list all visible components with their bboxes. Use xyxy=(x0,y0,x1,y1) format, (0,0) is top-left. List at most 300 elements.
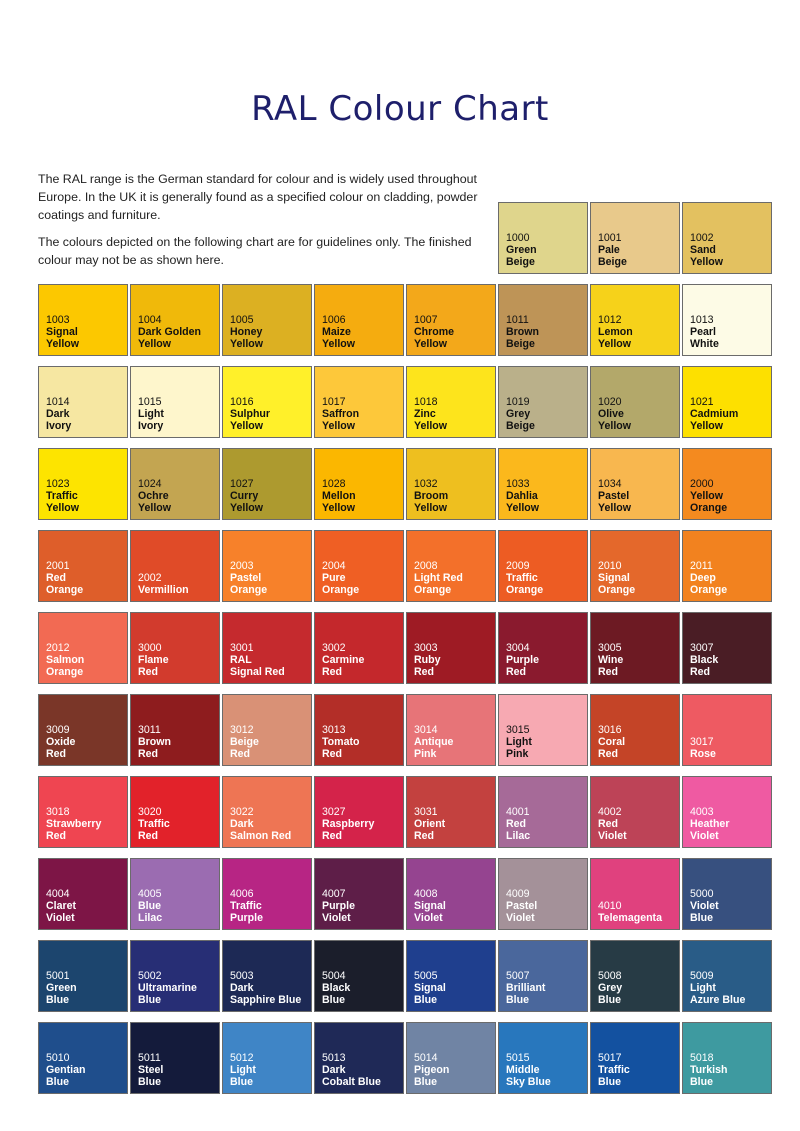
swatch-code: 5004 xyxy=(322,970,346,982)
swatch-colour-name: Traffic Yellow xyxy=(46,490,79,514)
colour-swatch-5011 xyxy=(130,1022,220,1094)
swatch-label xyxy=(138,314,201,350)
swatch-colour-name: Traffic Orange xyxy=(506,572,544,596)
swatch-colour-name: Brown Beige xyxy=(506,326,539,350)
colour-swatch-5001 xyxy=(38,940,128,1012)
swatch-label xyxy=(506,396,535,432)
swatch-label xyxy=(322,396,359,432)
swatch-code: 2011 xyxy=(690,560,713,572)
colour-swatch-3001 xyxy=(222,612,312,684)
swatch-colour-name: Honey Yellow xyxy=(230,326,263,350)
swatch-code: 3011 xyxy=(138,724,161,736)
swatch-code: 2012 xyxy=(46,642,70,654)
colour-swatch-3015 xyxy=(498,694,588,766)
swatch-code: 2009 xyxy=(506,560,530,572)
swatch-colour-name: Gentian Blue xyxy=(46,1064,86,1088)
swatch-colour-name: Steel Blue xyxy=(138,1064,164,1088)
colour-swatch-5015 xyxy=(498,1022,588,1094)
colour-swatch-3020 xyxy=(130,776,220,848)
swatch-code: 3003 xyxy=(414,642,438,654)
swatch-label xyxy=(690,1052,727,1088)
intro-text xyxy=(38,170,478,278)
swatch-code: 2001 xyxy=(46,560,70,572)
colour-swatch-5007 xyxy=(498,940,588,1012)
swatch-colour-name: Light Ivory xyxy=(138,408,164,432)
colour-swatch-1033 xyxy=(498,448,588,520)
swatch-label xyxy=(598,970,622,1006)
swatch-code: 4007 xyxy=(322,888,346,900)
swatch-label xyxy=(322,642,364,678)
colour-swatch-3014 xyxy=(406,694,496,766)
swatch-label xyxy=(138,478,171,514)
swatch-colour-name: Mellon Yellow xyxy=(322,490,356,514)
swatch-label xyxy=(598,560,635,596)
swatch-code: 3015 xyxy=(506,724,530,736)
colour-swatch-5002 xyxy=(130,940,220,1012)
swatch-code: 4008 xyxy=(414,888,438,900)
colour-swatch-1020 xyxy=(590,366,680,438)
colour-swatch-1006 xyxy=(314,284,404,356)
swatch-code: 5017 xyxy=(598,1052,622,1064)
swatch-code: 3031 xyxy=(414,806,438,818)
swatch-colour-name: Pastel Violet xyxy=(506,900,538,924)
swatch-code: 3009 xyxy=(46,724,70,736)
swatch-code: 5008 xyxy=(598,970,622,982)
swatch-label xyxy=(230,314,263,350)
swatch-colour-name: Violet Blue xyxy=(690,900,719,924)
colour-swatch-2010 xyxy=(590,530,680,602)
swatch-colour-name: Pale Beige xyxy=(598,244,627,268)
colour-swatch-3007 xyxy=(682,612,772,684)
swatch-code: 4005 xyxy=(138,888,162,900)
colour-swatch-2003 xyxy=(222,530,312,602)
colour-swatch-3004 xyxy=(498,612,588,684)
swatch-code: 1019 xyxy=(506,396,530,408)
swatch-colour-name: Oxide Red xyxy=(46,736,76,760)
colour-swatch-3005 xyxy=(590,612,680,684)
swatch-label xyxy=(230,1052,256,1088)
swatch-code: 3022 xyxy=(230,806,254,818)
swatch-label xyxy=(598,478,631,514)
swatch-colour-name: RAL Signal Red xyxy=(230,654,285,678)
swatch-label xyxy=(46,806,101,842)
swatch-label xyxy=(414,806,445,842)
swatch-colour-name: Purple Red xyxy=(506,654,539,678)
colour-swatch-1005 xyxy=(222,284,312,356)
swatch-label xyxy=(506,232,537,268)
swatch-colour-name: Lemon Yellow xyxy=(598,326,633,350)
colour-swatch-4002 xyxy=(590,776,680,848)
swatch-label xyxy=(322,1052,381,1088)
swatch-label xyxy=(46,642,84,678)
swatch-label xyxy=(138,888,162,924)
colour-swatch-3011 xyxy=(130,694,220,766)
swatch-label xyxy=(506,806,530,842)
colour-swatch-1012 xyxy=(590,284,680,356)
colour-swatch-1007 xyxy=(406,284,496,356)
swatch-colour-name: Grey Beige xyxy=(506,408,535,432)
colour-swatch-4003 xyxy=(682,776,772,848)
swatch-label xyxy=(46,724,75,760)
swatch-code: 4003 xyxy=(690,806,714,818)
swatch-colour-name: Light Blue xyxy=(230,1064,256,1088)
swatch-label xyxy=(138,396,164,432)
swatch-colour-name: Light Pink xyxy=(506,736,532,760)
colour-swatch-1001 xyxy=(590,202,680,274)
swatch-code: 1023 xyxy=(46,478,70,490)
swatch-colour-name: Curry Yellow xyxy=(230,490,263,514)
swatch-code: 1020 xyxy=(598,396,622,408)
swatch-colour-name: Antique Pink xyxy=(414,736,454,760)
colour-swatch-1014 xyxy=(38,366,128,438)
colour-swatch-1027 xyxy=(222,448,312,520)
colour-swatch-5010 xyxy=(38,1022,128,1094)
swatch-label xyxy=(230,806,291,842)
swatch-label xyxy=(322,888,355,924)
swatch-label xyxy=(414,1052,449,1088)
swatch-code: 1018 xyxy=(414,396,438,408)
colour-swatch-3031 xyxy=(406,776,496,848)
colour-swatch-3003 xyxy=(406,612,496,684)
swatch-code: 3017 xyxy=(690,736,714,748)
colour-swatch-4006 xyxy=(222,858,312,930)
swatch-label xyxy=(138,1052,163,1088)
swatch-label xyxy=(690,232,723,268)
swatch-label xyxy=(598,232,627,268)
swatch-colour-name: Chrome Yellow xyxy=(414,326,455,350)
swatch-code: 1033 xyxy=(506,478,530,490)
colour-swatch-4007 xyxy=(314,858,404,930)
colour-swatch-1017 xyxy=(314,366,404,438)
swatch-code: 5002 xyxy=(138,970,162,982)
colour-swatch-3000 xyxy=(130,612,220,684)
swatch-code: 5015 xyxy=(506,1052,530,1064)
colour-swatch-1032 xyxy=(406,448,496,520)
swatch-code: 5018 xyxy=(690,1052,714,1064)
colour-swatch-1000 xyxy=(498,202,588,274)
colour-swatch-3012 xyxy=(222,694,312,766)
swatch-label xyxy=(414,314,454,350)
swatch-label xyxy=(506,560,543,596)
swatch-colour-name: Brown Red xyxy=(138,736,171,760)
swatch-label xyxy=(506,314,539,350)
colour-swatch-3016 xyxy=(590,694,680,766)
swatch-label xyxy=(46,888,76,924)
swatch-code: 5000 xyxy=(690,888,714,900)
swatch-label xyxy=(322,314,355,350)
swatch-colour-name: Red Orange xyxy=(46,572,84,596)
swatch-code: 5009 xyxy=(690,970,714,982)
swatch-code: 1005 xyxy=(230,314,254,326)
colour-swatch-1028 xyxy=(314,448,404,520)
swatch-code: 4009 xyxy=(506,888,530,900)
swatch-code: 3020 xyxy=(138,806,162,818)
colour-swatch-1034 xyxy=(590,448,680,520)
swatch-label xyxy=(690,970,745,1006)
swatch-label xyxy=(230,478,263,514)
colour-swatch-5008 xyxy=(590,940,680,1012)
swatch-colour-name: Middle Sky Blue xyxy=(506,1064,551,1088)
colour-swatch-4005 xyxy=(130,858,220,930)
swatch-label xyxy=(690,478,727,514)
colour-swatch-3017 xyxy=(682,694,772,766)
swatch-colour-name: Turkish Blue xyxy=(690,1064,728,1088)
swatch-colour-name: Pastel Orange xyxy=(230,572,268,596)
swatch-colour-name: Zinc Yellow xyxy=(414,408,447,432)
swatch-label xyxy=(230,724,259,760)
swatch-code: 1016 xyxy=(230,396,254,408)
colour-swatch-4001 xyxy=(498,776,588,848)
swatch-label xyxy=(506,1052,551,1088)
swatch-label xyxy=(138,642,169,678)
swatch-colour-name: Signal Yellow xyxy=(46,326,79,350)
swatch-code: 1032 xyxy=(414,478,438,490)
swatch-code: 1013 xyxy=(690,314,714,326)
swatch-colour-name: Green Blue xyxy=(46,982,77,1006)
swatch-label xyxy=(138,572,189,596)
swatch-code: 4004 xyxy=(46,888,70,900)
swatch-code: 1015 xyxy=(138,396,162,408)
swatch-code: 2010 xyxy=(598,560,622,572)
swatch-code: 5012 xyxy=(230,1052,254,1064)
swatch-label xyxy=(598,642,623,678)
swatch-code: 1001 xyxy=(598,232,622,244)
swatch-colour-name: Ochre Yellow xyxy=(138,490,171,514)
colour-swatch-2011 xyxy=(682,530,772,602)
swatch-colour-name: Blue Lilac xyxy=(138,900,163,924)
swatch-colour-name: Signal Blue xyxy=(414,982,446,1006)
swatch-label xyxy=(322,806,374,842)
swatch-label xyxy=(414,396,447,432)
swatch-colour-name: Signal Violet xyxy=(414,900,446,924)
swatch-colour-name: Red Lilac xyxy=(506,818,531,842)
swatch-colour-name: Olive Yellow xyxy=(598,408,631,432)
colour-swatch-2009 xyxy=(498,530,588,602)
swatch-code: 1014 xyxy=(46,396,70,408)
colour-swatch-1003 xyxy=(38,284,128,356)
swatch-colour-name: Red Violet xyxy=(598,818,627,842)
swatch-label xyxy=(322,560,359,596)
swatch-colour-name: Ultramarine Blue xyxy=(138,982,197,1006)
swatch-colour-name: Beige Red xyxy=(230,736,259,760)
swatch-code: 3007 xyxy=(690,642,714,654)
swatch-label xyxy=(598,1052,630,1088)
swatch-code: 5005 xyxy=(414,970,438,982)
colour-swatch-4004 xyxy=(38,858,128,930)
swatch-code: 3004 xyxy=(506,642,530,654)
swatch-code: 3016 xyxy=(598,724,622,736)
colour-swatch-1004 xyxy=(130,284,220,356)
swatch-label xyxy=(598,806,627,842)
colour-swatch-1024 xyxy=(130,448,220,520)
swatch-code: 1000 xyxy=(506,232,530,244)
swatch-colour-name: Maize Yellow xyxy=(322,326,355,350)
swatch-code: 3018 xyxy=(46,806,70,818)
swatch-colour-name: Dark Salmon Red xyxy=(230,818,292,842)
swatch-code: 2003 xyxy=(230,560,254,572)
swatch-colour-name: Wine Red xyxy=(598,654,624,678)
swatch-code: 1006 xyxy=(322,314,346,326)
swatch-code: 1027 xyxy=(230,478,254,490)
swatch-code: 3005 xyxy=(598,642,622,654)
swatch-label xyxy=(506,724,532,760)
swatch-code: 2000 xyxy=(690,478,714,490)
swatch-colour-name: Black Red xyxy=(690,654,719,678)
swatch-code: 1012 xyxy=(598,314,622,326)
swatch-code: 5013 xyxy=(322,1052,346,1064)
swatch-label xyxy=(598,314,633,350)
swatch-colour-name: Tomato Red xyxy=(322,736,360,760)
swatch-label xyxy=(414,888,446,924)
swatch-label xyxy=(690,314,719,350)
swatch-code: 5014 xyxy=(414,1052,438,1064)
swatch-code: 3001 xyxy=(230,642,254,654)
swatch-colour-name: Purple Violet xyxy=(322,900,355,924)
colour-swatch-1023 xyxy=(38,448,128,520)
swatch-colour-name: Sand Yellow xyxy=(690,244,723,268)
swatch-label xyxy=(506,970,545,1006)
colour-swatch-2002 xyxy=(130,530,220,602)
swatch-colour-name: Orient Red xyxy=(414,818,446,842)
swatch-label xyxy=(138,724,171,760)
swatch-colour-name: Deep Orange xyxy=(690,572,728,596)
swatch-colour-name: Strawberry Red xyxy=(46,818,102,842)
swatch-label xyxy=(598,396,631,432)
swatch-label xyxy=(230,396,270,432)
swatch-label xyxy=(690,396,738,432)
swatch-code: 1007 xyxy=(414,314,438,326)
swatch-label xyxy=(230,970,301,1006)
swatch-colour-name: Pigeon Blue xyxy=(414,1064,450,1088)
swatch-label xyxy=(598,724,625,760)
swatch-label xyxy=(138,970,197,1006)
swatch-label xyxy=(230,642,285,678)
colour-swatch-3013 xyxy=(314,694,404,766)
swatch-code: 3002 xyxy=(322,642,346,654)
swatch-label xyxy=(690,560,727,596)
swatch-colour-name: Salmon Orange xyxy=(46,654,85,678)
swatch-code: 1004 xyxy=(138,314,162,326)
colour-swatch-5012 xyxy=(222,1022,312,1094)
swatch-code: 3027 xyxy=(322,806,346,818)
swatch-code: 2002 xyxy=(138,572,162,584)
colour-swatch-5005 xyxy=(406,940,496,1012)
colour-swatch-2008 xyxy=(406,530,496,602)
swatch-colour-name: Grey Blue xyxy=(598,982,623,1006)
swatch-colour-name: Carmine Red xyxy=(322,654,365,678)
swatch-colour-name: Dahlia Yellow xyxy=(506,490,539,514)
colour-swatch-1002 xyxy=(682,202,772,274)
swatch-code: 5007 xyxy=(506,970,530,982)
colour-swatch-5014 xyxy=(406,1022,496,1094)
colour-swatch-1019 xyxy=(498,366,588,438)
swatch-code: 1002 xyxy=(690,232,714,244)
colour-swatch-3018 xyxy=(38,776,128,848)
colour-swatch-3027 xyxy=(314,776,404,848)
swatch-colour-name: Green Beige xyxy=(506,244,537,268)
swatch-label xyxy=(414,724,453,760)
swatch-colour-name: Rose xyxy=(690,748,716,760)
swatch-code: 4010 xyxy=(598,900,622,912)
swatch-label xyxy=(506,642,539,678)
swatch-colour-name: Traffic Purple xyxy=(230,900,263,924)
swatch-colour-name: Broom Yellow xyxy=(414,490,449,514)
colour-swatch-4009 xyxy=(498,858,588,930)
swatch-colour-name: Cadmium Yellow xyxy=(690,408,739,432)
swatch-label xyxy=(690,888,719,924)
intro-paragraph-1: The RAL range is the German standard for colour and is widely used throughout Europe. In the UK it is generally found as a specified colour on cladding, powder coatings and furniture. xyxy=(38,172,478,222)
swatch-colour-name: Traffic Red xyxy=(138,818,170,842)
swatch-code: 1003 xyxy=(46,314,70,326)
swatch-label xyxy=(46,478,79,514)
colour-swatch-1018 xyxy=(406,366,496,438)
swatch-colour-name: Traffic Blue xyxy=(598,1064,630,1088)
colour-swatch-4008 xyxy=(406,858,496,930)
swatch-code: 1024 xyxy=(138,478,162,490)
swatch-colour-name: Ruby Red xyxy=(414,654,441,678)
swatch-colour-name: Heather Violet xyxy=(690,818,730,842)
swatch-label xyxy=(322,724,359,760)
swatch-colour-name: Sulphur Yellow xyxy=(230,408,271,432)
swatch-code: 4006 xyxy=(230,888,254,900)
swatch-colour-name: Telemagenta xyxy=(598,912,662,924)
swatch-label xyxy=(138,806,170,842)
swatch-colour-name: Dark Cobalt Blue xyxy=(322,1064,381,1088)
colour-swatch-1021 xyxy=(682,366,772,438)
swatch-label xyxy=(46,560,83,596)
colour-swatch-5009 xyxy=(682,940,772,1012)
swatch-label xyxy=(506,478,539,514)
swatch-label xyxy=(414,478,448,514)
swatch-code: 1017 xyxy=(322,396,346,408)
page-title: RAL Colour Chart xyxy=(251,88,549,129)
swatch-code: 3014 xyxy=(414,724,438,736)
swatch-code: 1021 xyxy=(690,396,714,408)
swatch-label xyxy=(414,642,440,678)
swatch-code: 5011 xyxy=(138,1052,161,1064)
swatch-code: 4002 xyxy=(598,806,622,818)
swatch-code: 1028 xyxy=(322,478,346,490)
colour-swatch-3022 xyxy=(222,776,312,848)
swatch-colour-name: Raspberry Red xyxy=(322,818,375,842)
colour-swatch-1015 xyxy=(130,366,220,438)
colour-swatch-5000 xyxy=(682,858,772,930)
swatch-code: 2004 xyxy=(322,560,346,572)
swatch-label xyxy=(598,900,662,924)
intro-paragraph-2: The colours depicted on the following chart are for guidelines only. The finished colour may not be as shown here. xyxy=(38,235,472,267)
colour-swatch-2001 xyxy=(38,530,128,602)
swatch-code: 5010 xyxy=(46,1052,70,1064)
swatch-colour-name: Vermillion xyxy=(138,584,189,596)
swatch-code: 3012 xyxy=(230,724,254,736)
swatch-colour-name: Pastel Yellow xyxy=(598,490,631,514)
swatch-colour-name: Light Azure Blue xyxy=(690,982,746,1006)
swatch-label xyxy=(322,478,356,514)
swatch-code: 1034 xyxy=(598,478,622,490)
swatch-colour-name: Dark Golden Yellow xyxy=(138,326,201,350)
swatch-code: 5001 xyxy=(46,970,70,982)
swatch-colour-name: Dark Ivory xyxy=(46,408,72,432)
colour-swatch-2000 xyxy=(682,448,772,520)
swatch-label xyxy=(690,736,716,760)
swatch-label xyxy=(46,970,77,1006)
swatch-colour-name: Dark Sapphire Blue xyxy=(230,982,302,1006)
swatch-label xyxy=(414,560,463,596)
swatch-code: 5003 xyxy=(230,970,254,982)
colour-swatch-3009 xyxy=(38,694,128,766)
swatch-colour-name: Pure Orange xyxy=(322,572,360,596)
swatch-colour-name: Flame Red xyxy=(138,654,169,678)
